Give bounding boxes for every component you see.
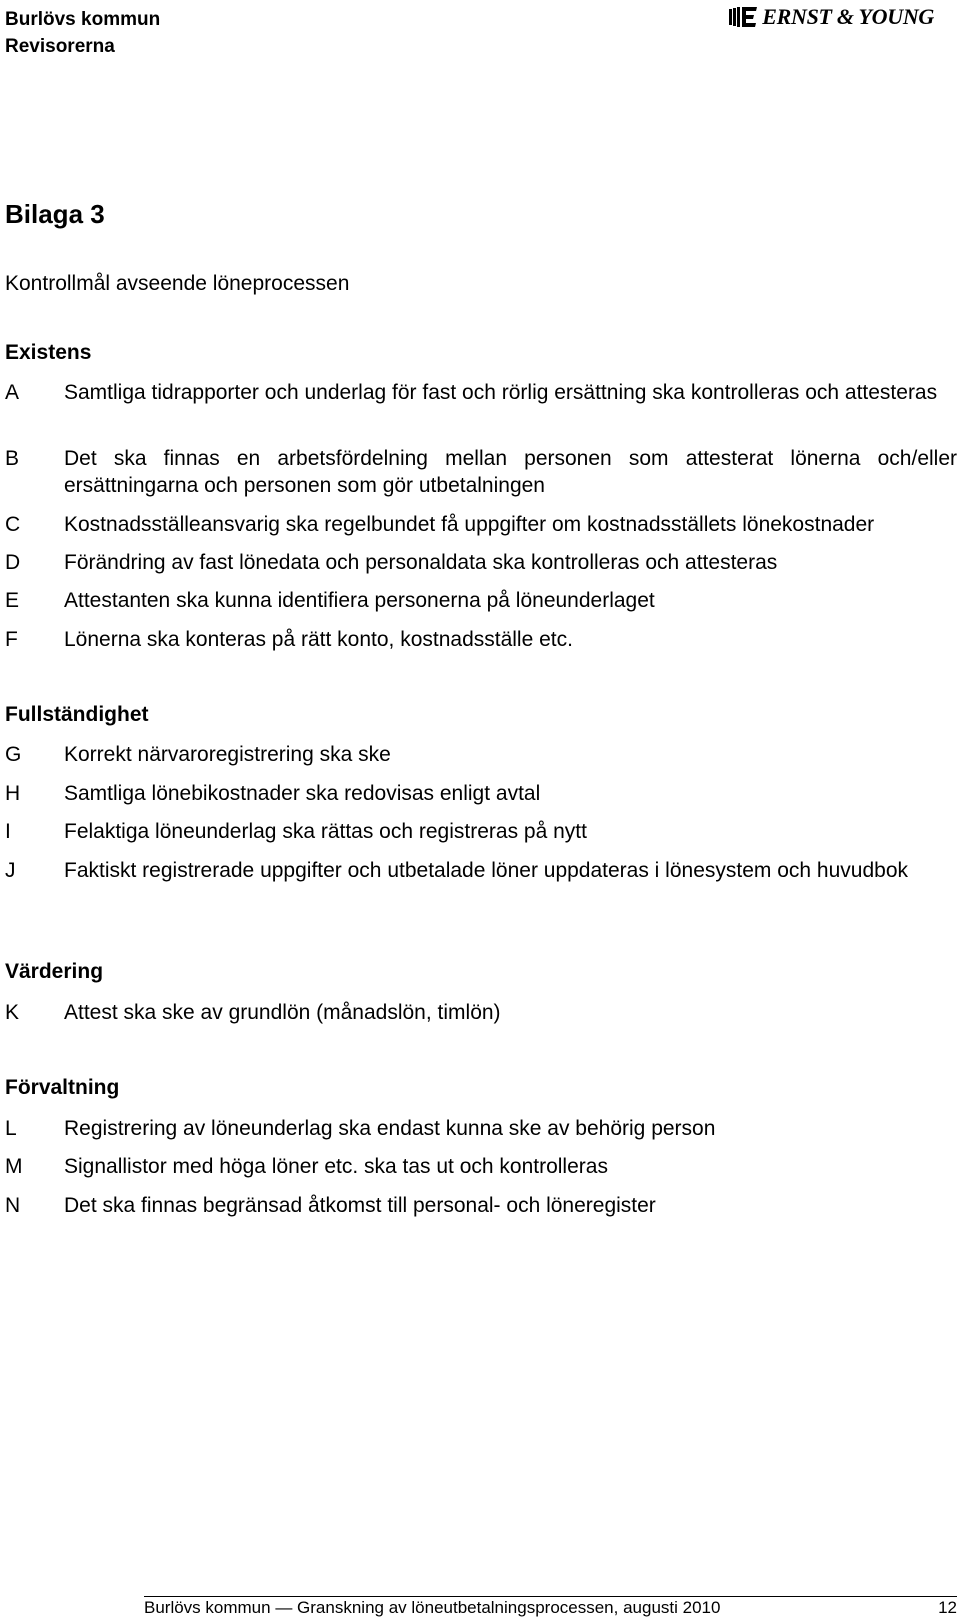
section-title-fullstandighet: Fullständighet [5,703,149,726]
footer-document-title: Burlövs kommun — Granskning av löneutbetalningsprocessen, augusti 2010 [144,1598,721,1617]
control-letter: N [5,1194,21,1217]
header-municipality: Burlövs kommun [5,9,161,30]
control-letter: H [5,782,21,805]
control-text: Signallistor med höga löner etc. ska tas ut och kontrolleras [64,1155,608,1178]
control-text: Det ska finnas en arbetsfördelning mellan personen som attesterat lönerna och/eller ersättningarna och personen som gör utbetalningen [64,447,957,497]
section-title-existens: Existens [5,341,92,364]
page-title: Bilaga 3 [5,199,105,229]
control-letter: K [5,1001,20,1024]
control-text: Det ska finnas begränsad åtkomst till personal- och löneregister [64,1194,656,1217]
control-text: Samtliga tidrapporter och underlag för fast och rörlig ersättning ska kontrolleras och attesteras [64,381,938,404]
control-letter: G [5,743,22,766]
footer-divider [144,1596,957,1597]
control-text: Kostnadsställeansvarig ska regelbundet få uppgifter om kostnadsställets lönekostnader [64,513,875,536]
header-organization [5,6,160,60]
header-department: Revisorerna [5,36,115,57]
control-text: Felaktiga löneunderlag ska rättas och registreras på nytt [64,820,587,843]
company-logo [728,2,934,32]
control-text: Attest ska ske av grundlön (månadslön, timlön) [64,1001,501,1024]
control-text: Attestanten ska kunna identifiera personerna på löneunderlaget [64,589,655,612]
control-text: Registrering av löneunderlag ska endast kunna ske av behörig person [64,1117,716,1140]
logo-wordmark: ERNST & YOUNG [762,4,934,29]
control-letter: M [5,1155,23,1178]
ernst-young-logo-mark-icon [728,6,758,28]
control-letter: A [5,381,20,404]
control-text: Korrekt närvaroregistrering ska ske [64,743,391,766]
page-subtitle: Kontrollmål avseende löneprocessen [5,272,350,295]
control-letter: D [5,551,21,574]
control-letter: B [5,447,20,470]
control-letter: I [5,820,11,843]
section-title-forvaltning: Förvaltning [5,1076,120,1099]
control-letter: E [5,589,20,612]
control-text: Faktiskt registrerade uppgifter och utbetalade löner uppdateras i lönesystem och huvudbok [64,859,908,882]
control-letter: C [5,513,21,536]
section-title-vardering: Värdering [5,960,104,983]
control-text: Lönerna ska konteras på rätt konto, kostnadsställe etc. [64,628,573,651]
footer-page-number: 12 [938,1598,957,1617]
control-letter: J [5,859,16,882]
control-text: Förändring av fast lönedata och personaldata ska kontrolleras och attesteras [64,551,778,574]
control-text: Samtliga lönebikostnader ska redovisas enligt avtal [64,782,541,805]
control-letter: L [5,1117,17,1140]
control-letter: F [5,628,18,651]
